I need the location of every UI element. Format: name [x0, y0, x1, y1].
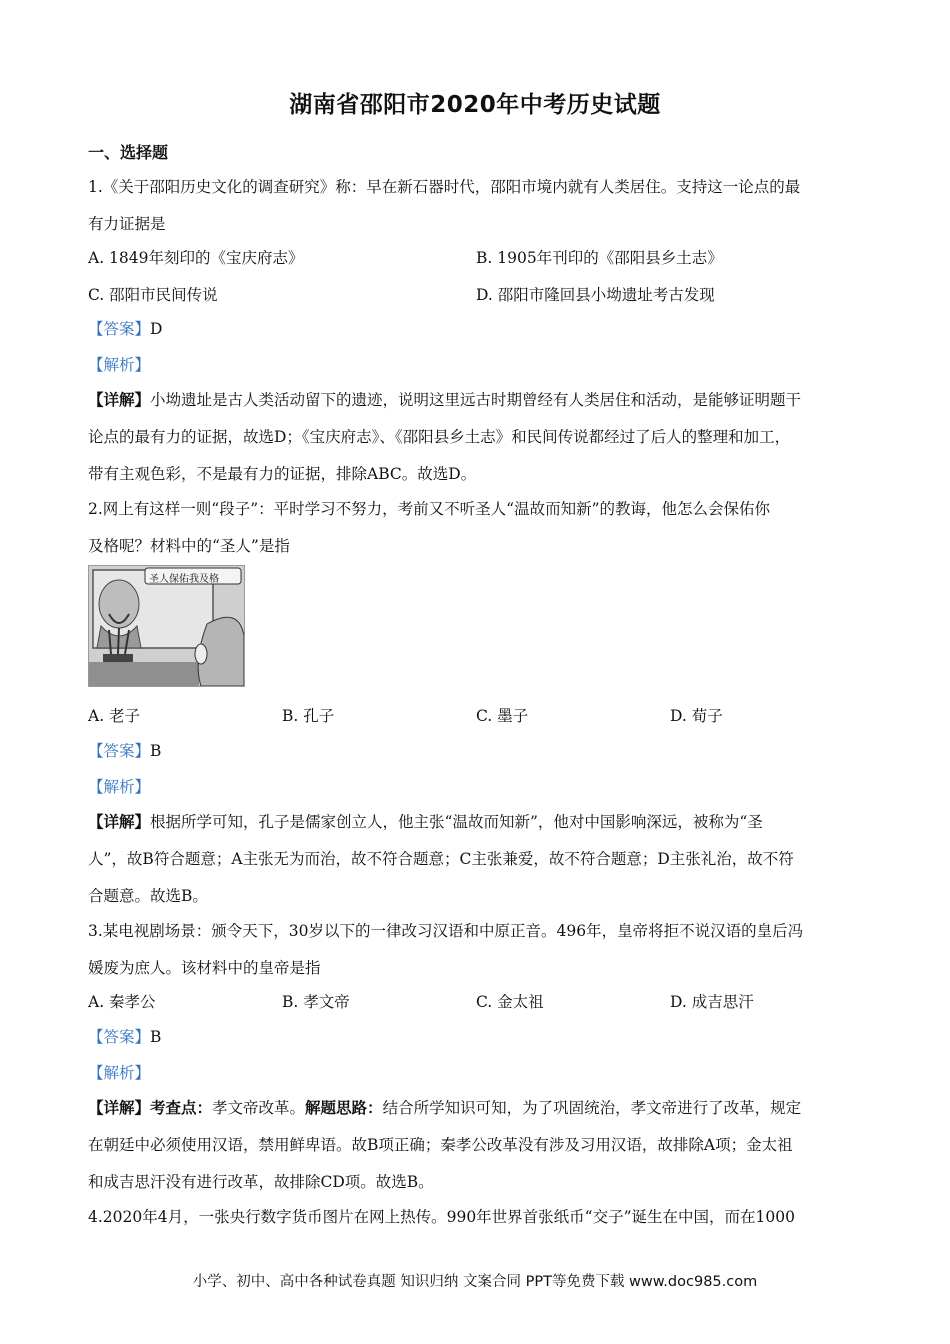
q1-detail-line3: 带有主观色彩，不是最有力的证据，排除ABC。故选D。 [88, 465, 477, 483]
q2-detail-line2: 人”，故B符合题意；A主张无为而治，故不符合题意；C主张兼爱，故不符合题意；D主张礼治，故不符 [88, 850, 794, 868]
detail-tag: 【详解】 [88, 390, 151, 409]
q3-analysis-tag: 【解析】 [88, 1064, 151, 1082]
q3-detail-line2: 在朝廷中必须使用汉语，禁用鲜卑语。故B项正确；秦孝公改革没有涉及习用汉语，故排除A项；金太祖 [88, 1136, 793, 1154]
detail-tag: 【详解】 [88, 812, 151, 831]
q3-detail-line3: 和成吉思汗没有进行改革，故排除CD项。故选B。 [88, 1173, 434, 1191]
q1-detail-line1 [88, 390, 878, 410]
q3-answer [88, 1027, 878, 1047]
q3-option-c: C. 金太祖 [476, 993, 544, 1011]
answer-value: B [150, 742, 162, 760]
q1-option-c: C. 邵阳市民间传说 [88, 286, 218, 304]
section-heading: 一、选择题 [88, 143, 169, 162]
q1-detail-line2: 论点的最有力的证据，故选D；《宝庆府志》、《邵阳县乡土志》和民间传说都经过了后人的整理和加工， [88, 428, 791, 446]
answer-tag: 【答案】 [88, 320, 151, 338]
q1-answer [88, 319, 878, 339]
q1-option-d: D. 邵阳市隆回县小坳遗址考古发现 [476, 286, 715, 304]
answer-tag: 【答案】 [88, 1028, 151, 1046]
q2-detail-line3: 合题意。故选B。 [88, 887, 208, 905]
q2-option-a: A. 老子 [88, 707, 141, 725]
footer-text: 小学、初中、高中各种试卷真题 知识归纳 文案合同 PPT等免费下载 www.doc985.com [192, 1274, 758, 1290]
q1-analysis-tag: 【解析】 [88, 356, 151, 374]
q3-option-d: D. 成吉思汗 [670, 993, 754, 1011]
q2-stem-line1: 2.网上有这样一则“段子”：平时学习不努力，考前又不听圣人“温故而知新”的教诲，他怎么会保佑你 [88, 500, 770, 518]
detail-tag: 【详解】 [88, 1098, 151, 1117]
q3-detail-line1 [88, 1098, 878, 1118]
q1-stem-line2: 有力证据是 [88, 215, 166, 233]
q1-option-a: A. 1849年刻印的《宝庆府志》 [88, 249, 304, 267]
solution-idea-label: 解题思路： [305, 1098, 383, 1117]
solution-idea-text: 结合所学知识可知，为了巩固统治，孝文帝进行了改革，规定 [382, 1099, 802, 1117]
cartoon-image [88, 565, 245, 687]
q1-stem-line1: 1.《关于邵阳历史文化的调查研究》称：早在新石器时代，邵阳市境内就有人类居住。支持这一论点的最 [88, 178, 801, 196]
key-point-text: 孝文帝改革。 [212, 1099, 306, 1117]
q2-option-b: B. 孔子 [282, 707, 335, 725]
answer-tag: 【答案】 [88, 742, 151, 760]
q2-detail-line1 [88, 812, 878, 832]
answer-value: B [150, 1028, 162, 1046]
key-point-label: 考查点： [150, 1098, 213, 1117]
q2-option-d: D. 荀子 [670, 707, 723, 725]
answer-value: D [150, 320, 163, 338]
cartoon-caption: 圣人保佑我及格 [149, 574, 219, 585]
q2-option-c: C. 墨子 [476, 707, 529, 725]
q3-option-b: B. 孝文帝 [282, 993, 350, 1011]
q1-option-b: B. 1905年刊印的《邵阳县乡土志》 [476, 249, 723, 267]
q3-option-a: A. 秦孝公 [88, 993, 156, 1011]
page-title: 湖南省邵阳市2020年中考历史试题 [289, 92, 661, 118]
q2-answer [88, 741, 878, 761]
q3-stem-line2: 媛废为庶人。该材料中的皇帝是指 [88, 959, 321, 977]
q4-stem-line1: 4.2020年4月，一张央行数字货币图片在网上热传。990年世界首张纸币“交子”诞生在中国，而在1000 [88, 1208, 795, 1226]
detail-text: 根据所学可知，孔子是儒家创立人，他主张“温故而知新”，他对中国影响深远，被称为“圣 [150, 813, 763, 831]
q2-analysis-tag: 【解析】 [88, 778, 151, 796]
q3-stem-line1: 3.某电视剧场景：颁令天下，30岁以下的一律改习汉语和中原正音。496年，皇帝将拒不说汉语的皇后冯 [88, 922, 804, 940]
q2-stem-line2: 及格呢？材料中的“圣人”是指 [88, 537, 290, 555]
detail-text: 小坳遗址是古人类活动留下的遗迹，说明这里远古时期曾经有人类居住和活动，是能够证明题干 [150, 391, 802, 409]
